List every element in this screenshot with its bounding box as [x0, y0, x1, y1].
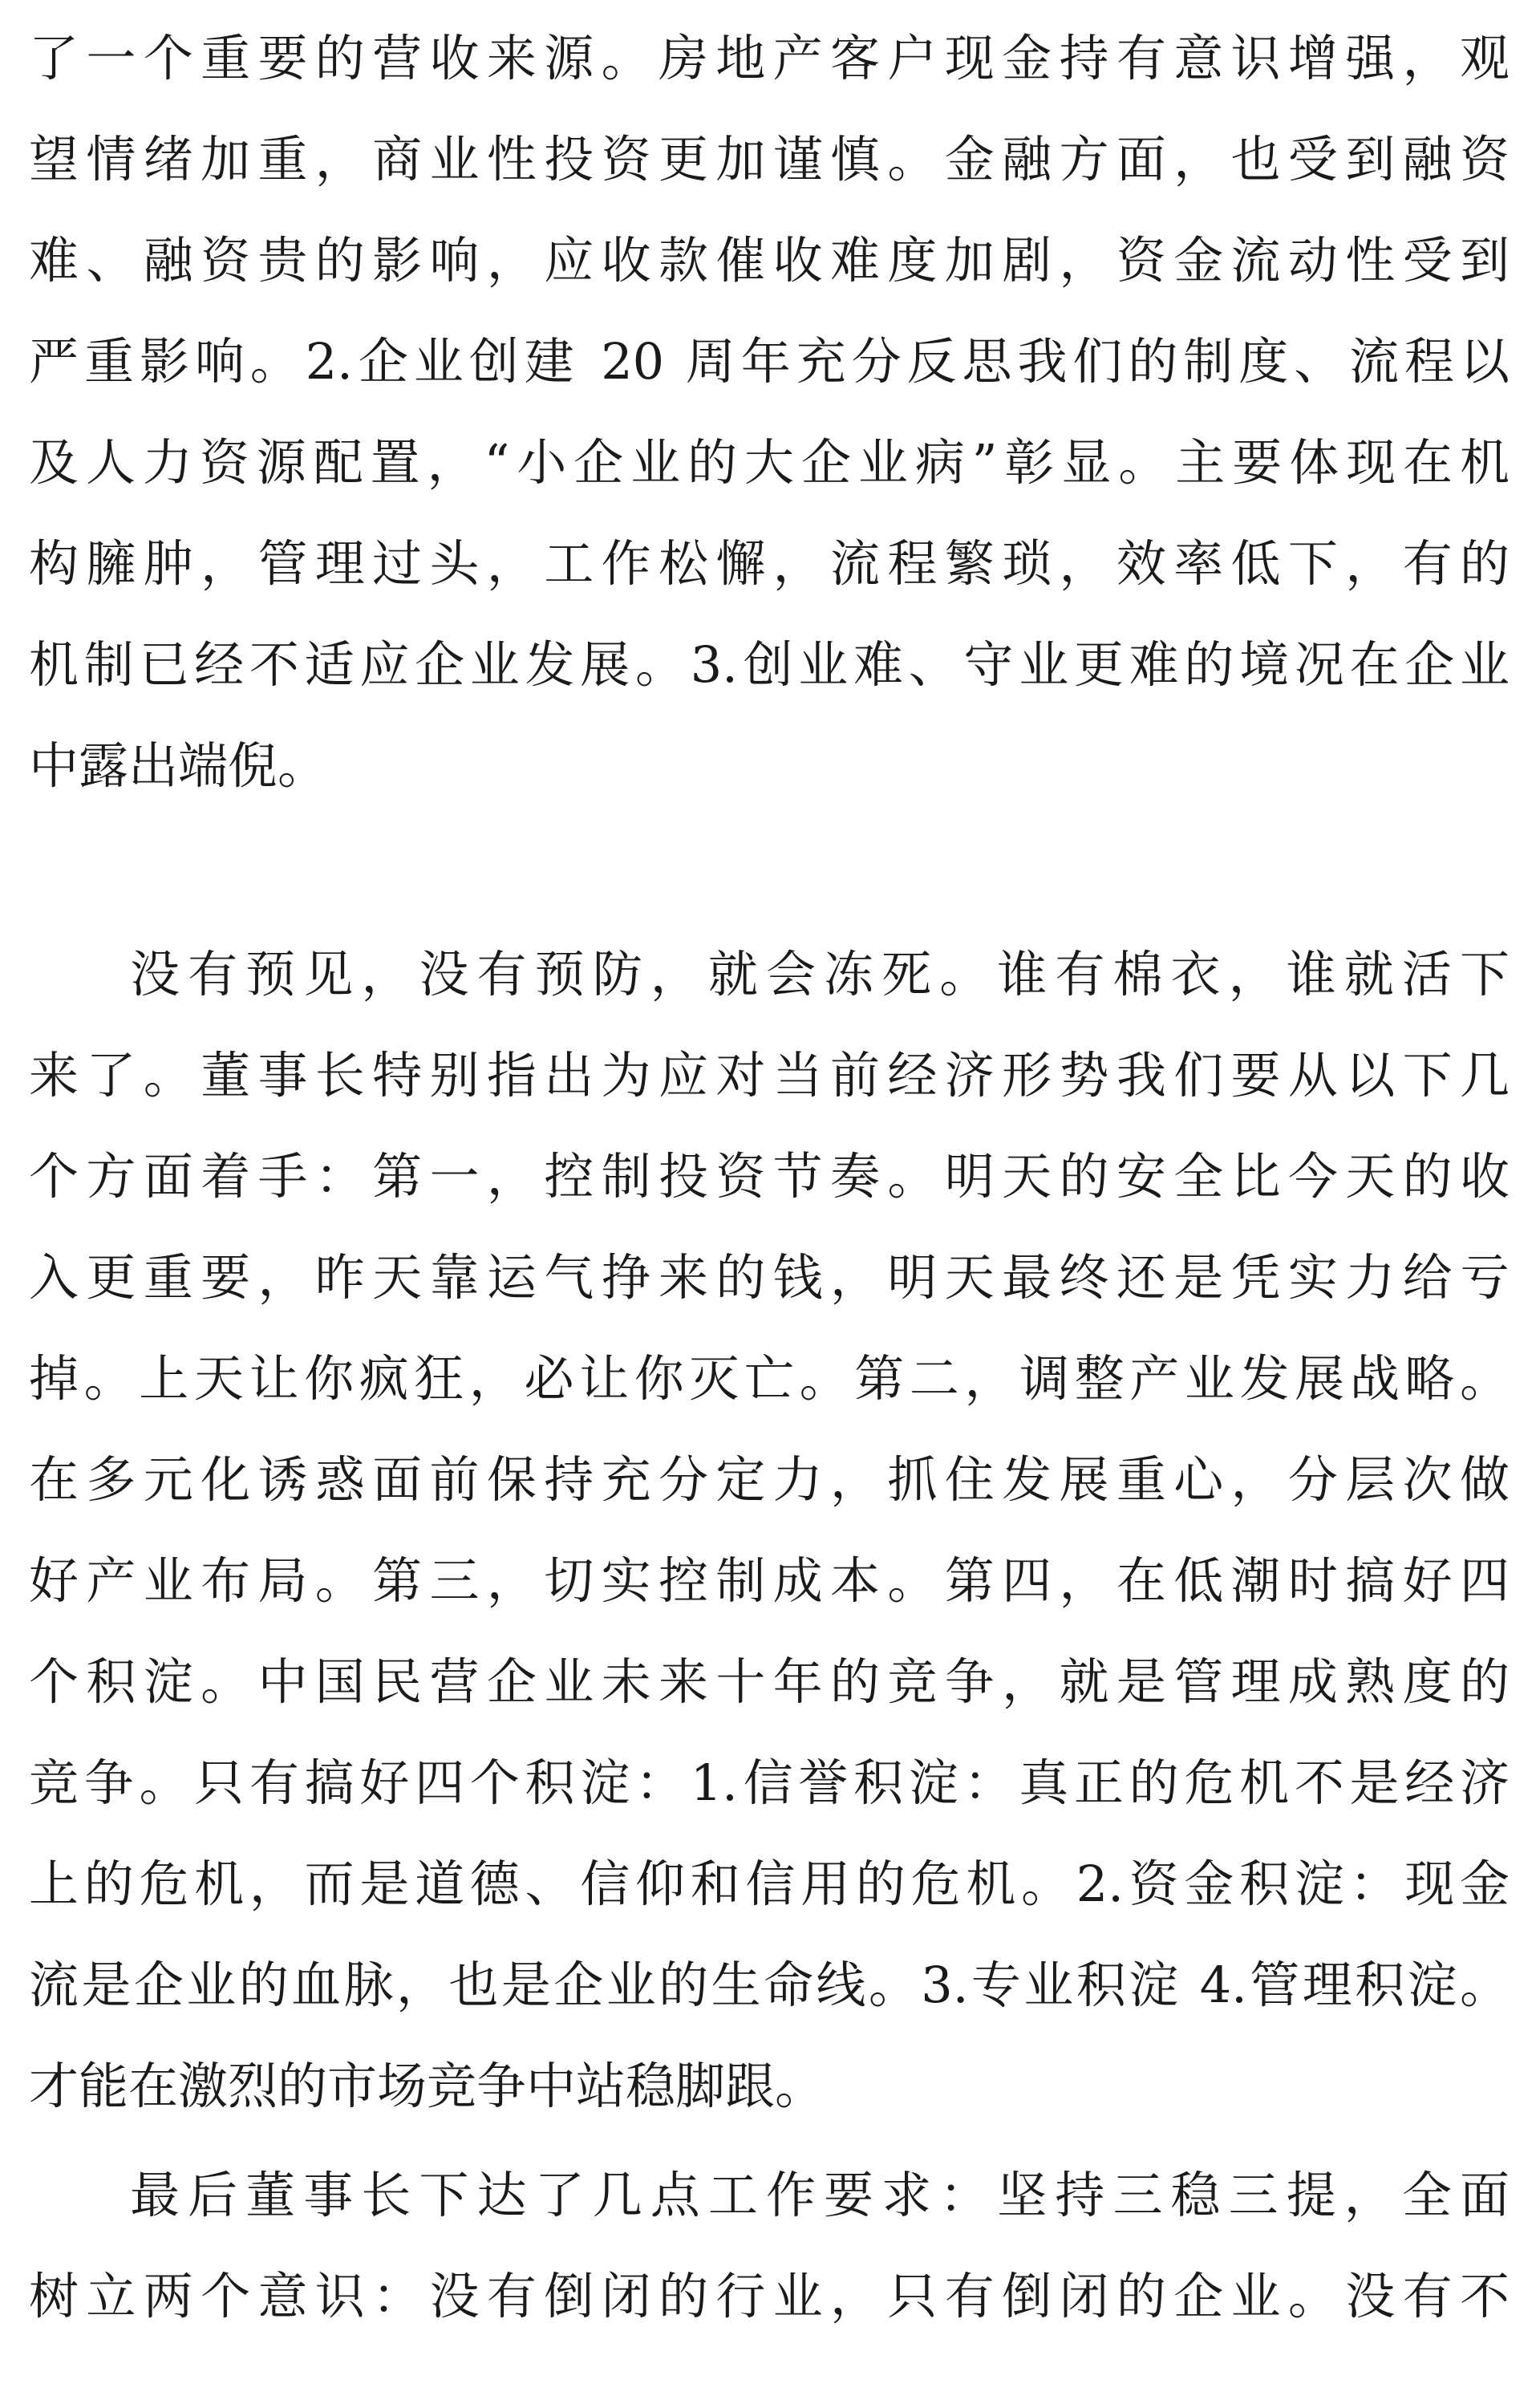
text-line: 来了。董事长特别指出为应对当前经济形势我们要从以下几 — [29, 1046, 1510, 1105]
text-line: 入更重要，昨天靠运气挣来的钱，明天最终还是凭实力给亏 — [29, 1248, 1510, 1307]
paragraph-3 — [29, 2145, 1510, 2347]
text-line: 及人力资源配置，“小企业的大企业病”彰显。主要体现在机 — [29, 433, 1510, 492]
text-line: 才能在激烈的市场竞争中站稳脚跟。 — [29, 2057, 825, 2115]
text-line: 最后董事长下达了几点工作要求：坚持三稳三提，全面 — [130, 2166, 1510, 2224]
text-line: 好产业布局。第三，切实控制成本。第四，在低潮时搞好四 — [29, 1551, 1510, 1610]
text-line: 没有预见，没有预防，就会冻死。谁有棉衣，谁就活下 — [130, 945, 1510, 1003]
text-line: 个积淀。中国民营企业未来十年的竞争，就是管理成熟度的 — [29, 1652, 1510, 1711]
text-line: 在多元化诱惑面前保持充分定力，抓住发展重心，分层次做 — [29, 1450, 1510, 1509]
text-line: 流是企业的血脉，也是企业的生命线。3.专业积淀 4.管理积淀。 — [29, 1956, 1510, 2014]
text-line: 掉。上天让你疯狂，必让你灭亡。第二，调整产业发展战略。 — [29, 1349, 1510, 1408]
text-line: 树立两个意识：没有倒闭的行业，只有倒闭的企业。没有不 — [29, 2267, 1510, 2325]
text-line: 望情绪加重，商业性投资更加谨慎。金融方面，也受到融资 — [29, 130, 1510, 189]
text-line: 严重影响。2.企业创建 20 周年充分反思我们的制度、流程以 — [29, 332, 1510, 391]
text-line: 个方面着手：第一，控制投资节奏。明天的安全比今天的收 — [29, 1147, 1510, 1206]
text-line: 构臃肿，管理过头，工作松懈，流程繁琐，效率低下，有的 — [29, 534, 1510, 593]
text-line: 机制已经不适应企业发展。3.创业难、守业更难的境况在企业 — [29, 635, 1510, 694]
text-line: 中露出端倪。 — [29, 736, 328, 795]
paragraph-2 — [29, 924, 1510, 2137]
paragraph-1 — [29, 8, 1510, 817]
text-line: 竞争。只有搞好四个积淀：1.信誉积淀：真正的危机不是经济 — [29, 1753, 1510, 1812]
text-line: 上的危机，而是道德、信仰和信用的危机。2.资金积淀：现金 — [29, 1855, 1510, 1913]
text-line: 了一个重要的营收来源。房地产客户现金持有意识增强，观 — [29, 29, 1510, 87]
text-line: 难、融资贵的影响，应收款催收难度加剧，资金流动性受到 — [29, 231, 1510, 290]
